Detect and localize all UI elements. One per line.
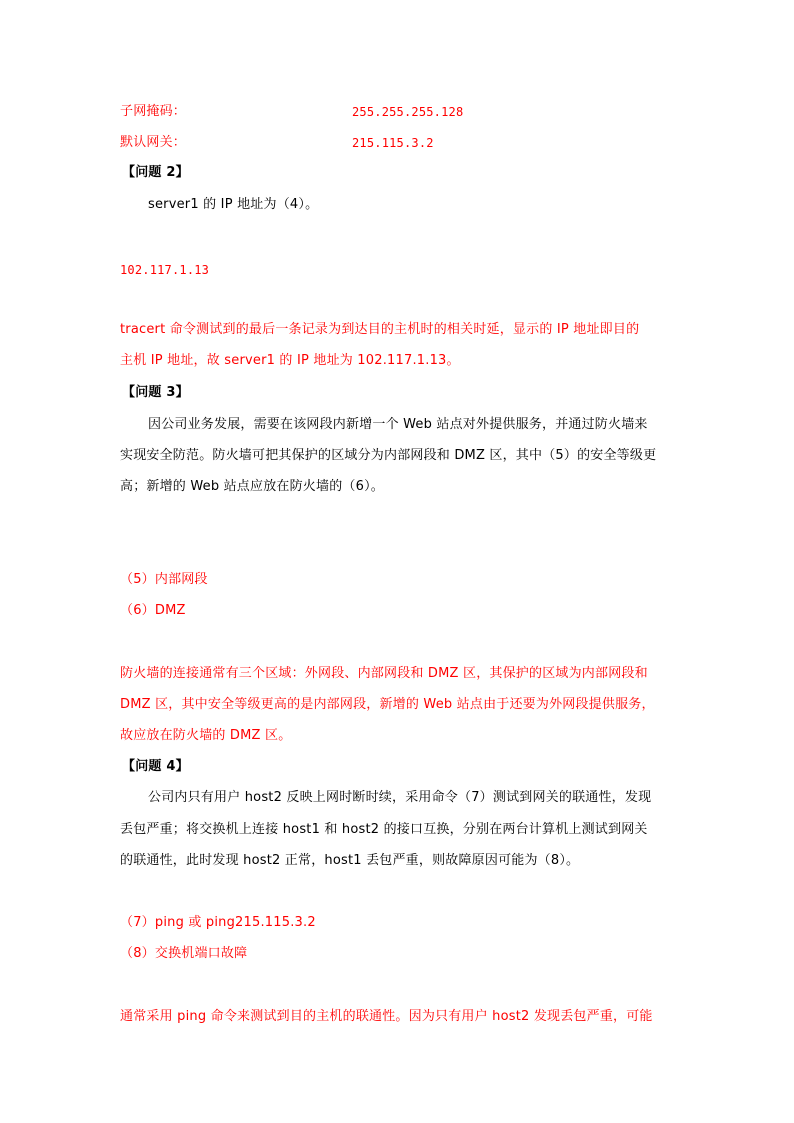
question-4-heading: 【问题 4】 [122, 759, 189, 774]
subnet-mask-label: 子网掩码： [120, 104, 187, 119]
question-3-text-line: 高；新增的 Web 站点应放在防火墙的（6）。 [120, 479, 384, 494]
question-3-text-line: 实现安全防范。防火墙可把其保护的区域分为内部网段和 DMZ 区，其中（5）的安全等级更 [120, 448, 657, 463]
question-3-heading: 【问题 3】 [122, 385, 189, 400]
gateway-label: 默认网关： [120, 135, 187, 150]
subnet-mask-line [120, 103, 464, 121]
subnet-mask-value: 255.255.255.128 [352, 105, 464, 119]
question-3-answer: （5）内部网段 [120, 572, 208, 587]
question-4-text-line: 公司内只有用户 host2 反映上网时断时续，采用命令（7）测试到网关的联通性，发现 [148, 790, 652, 805]
question-4-explanation-line: 通常采用 ping 命令来测试到目的主机的联通性。因为只有用户 host2 发现丢包严重，可能 [120, 1009, 653, 1024]
question-2-explanation-line: tracert 命令测试到的最后一条记录为到达目的主机时的相关时延，显示的 IP 地址即目的 [120, 322, 640, 337]
question-4-answer: （8）交换机端口故障 [120, 946, 248, 961]
question-3-explanation-line: 防火墙的连接通常有三个区域：外网段、内部网段和 DMZ 区，其保护的区域为内部网段和 [120, 666, 648, 681]
question-2-explanation-line: 主机 IP 地址，故 server1 的 IP 地址为 102.117.1.13。 [120, 353, 460, 368]
question-2-text: server1 的 IP 地址为（4）。 [148, 197, 319, 212]
question-4-text-line: 的联通性，此时发现 host2 正常，host1 丢包严重，则故障原因可能为（8）。 [120, 853, 580, 868]
gateway-value: 215.115.3.2 [352, 136, 434, 150]
question-3-explanation-line: DMZ 区，其中安全等级更高的是内部网段，新增的 Web 站点由于还要为外网段提供服务， [120, 697, 655, 712]
gateway-line [120, 134, 434, 152]
question-4-text-line: 丢包严重；将交换机上连接 host1 和 host2 的接口互换，分别在两台计算机上测试到网关 [120, 822, 648, 837]
question-3-text-line: 因公司业务发展，需要在该网段内新增一个 Web 站点对外提供服务，并通过防火墙来 [148, 417, 648, 432]
question-3-explanation-line: 故应放在防火墙的 DMZ 区。 [120, 728, 292, 743]
question-4-answer: （7）ping 或 ping215.115.3.2 [120, 915, 316, 930]
question-2-answer: 102.117.1.13 [120, 263, 210, 277]
question-2-heading: 【问题 2】 [122, 165, 189, 180]
question-3-answer: （6）DMZ [120, 603, 186, 618]
